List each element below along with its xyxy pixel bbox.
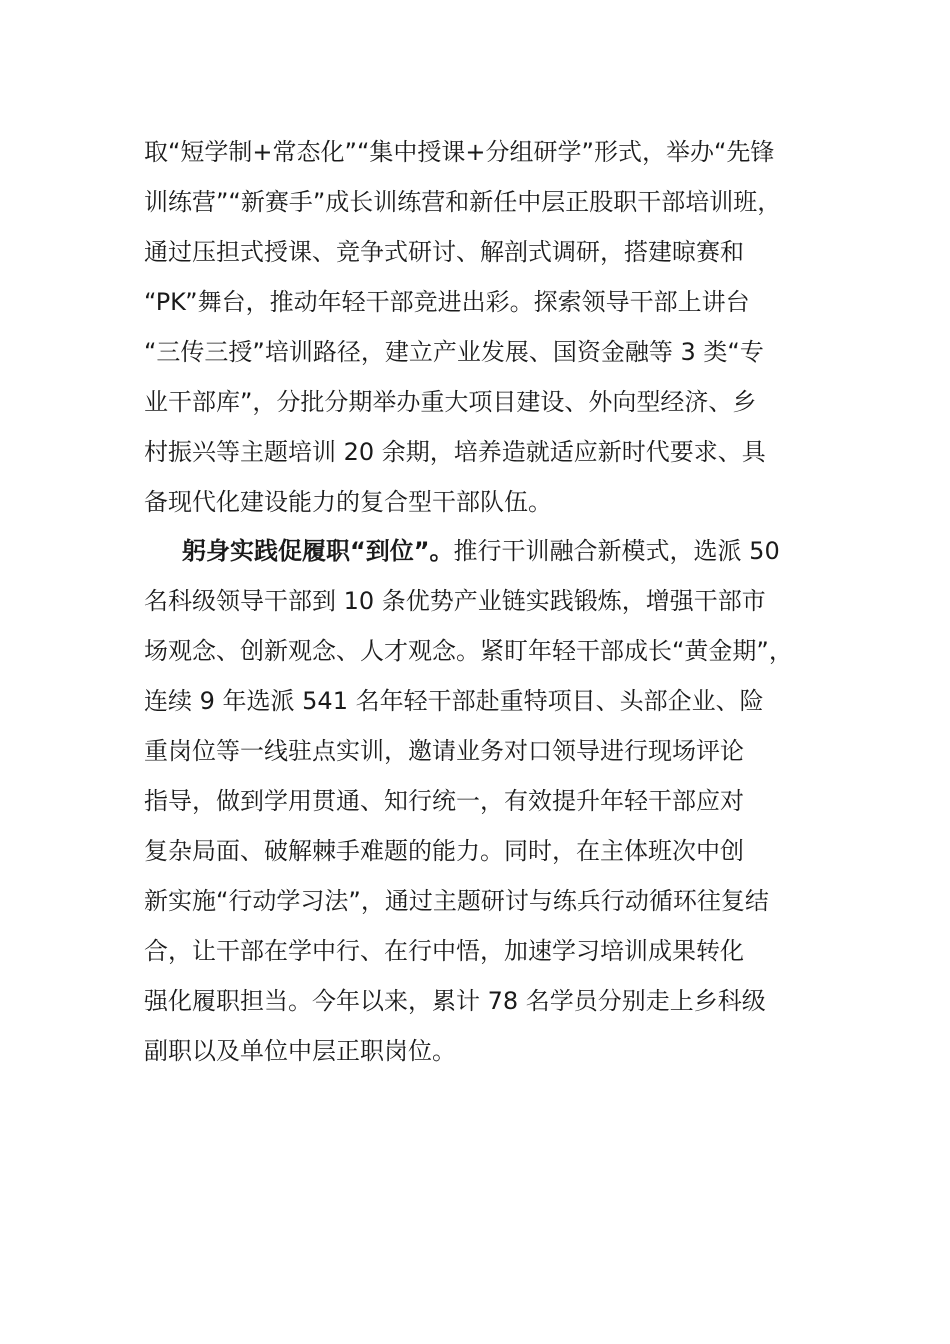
text-line: 场观念、创新观念、人才观念。紧盯年轻干部成长“黄金期”， — [144, 637, 793, 665]
text-line: 通过压担式授课、竞争式研讨、解剖式调研，搭建晾赛和 — [144, 238, 744, 266]
paragraph-heading: 躬身实践促履职“到位”。 — [182, 537, 454, 565]
text-line: 复杂局面、破解棘手难题的能力。同时，在主体班次中创 — [144, 837, 744, 865]
text-line: “三传三授”培训路径，建立产业发展、国资金融等 3 类“专 — [144, 338, 764, 366]
text-line: 连续 9 年选派 541 名年轻干部赴重特项目、头部企业、险 — [144, 687, 764, 715]
text-line: 村振兴等主题培训 20 余期，培养造就适应新时代要求、具 — [144, 438, 766, 466]
text-line: 备现代化建设能力的复合型干部队伍。 — [144, 488, 552, 516]
text-line: “PK”舞台，推动年轻干部竞进出彩。探索领导干部上讲台 — [144, 288, 750, 316]
text-line: 合，让干部在学中行、在行中悟，加速学习培训成果转化 — [144, 937, 744, 965]
text-line: 名科级领导干部到 10 条优势产业链实践锻炼，增强干部市 — [144, 587, 766, 615]
text-line: 新实施“行动学习法”，通过主题研讨与练兵行动循环往复结 — [144, 887, 769, 915]
text-line: 副职以及单位中层正职岗位。 — [144, 1037, 456, 1065]
text-line-rest: 推行干训融合新模式，选派 50 — [453, 537, 780, 565]
text-line: 重岗位等一线驻点实训，邀请业务对口领导进行现场评论 — [144, 737, 744, 765]
text-line: 指导，做到学用贯通、知行统一，有效提升年轻干部应对 — [144, 787, 744, 815]
text-line: 取“短学制+常态化”“集中授课+分组研学”形式，举办“先锋 — [144, 138, 775, 166]
text-line: 业干部库”，分批分期举办重大项目建设、外向型经济、乡 — [144, 388, 757, 416]
paragraph-practice-duty — [144, 526, 814, 1076]
text-line-first — [144, 526, 814, 576]
text-line: 强化履职担当。今年以来，累计 78 名学员分别走上乡科级 — [144, 987, 766, 1015]
text-line: 训练营”“新赛手”成长训练营和新任中层正股职干部培训班， — [144, 188, 782, 216]
paragraph-training-forms — [144, 127, 814, 527]
